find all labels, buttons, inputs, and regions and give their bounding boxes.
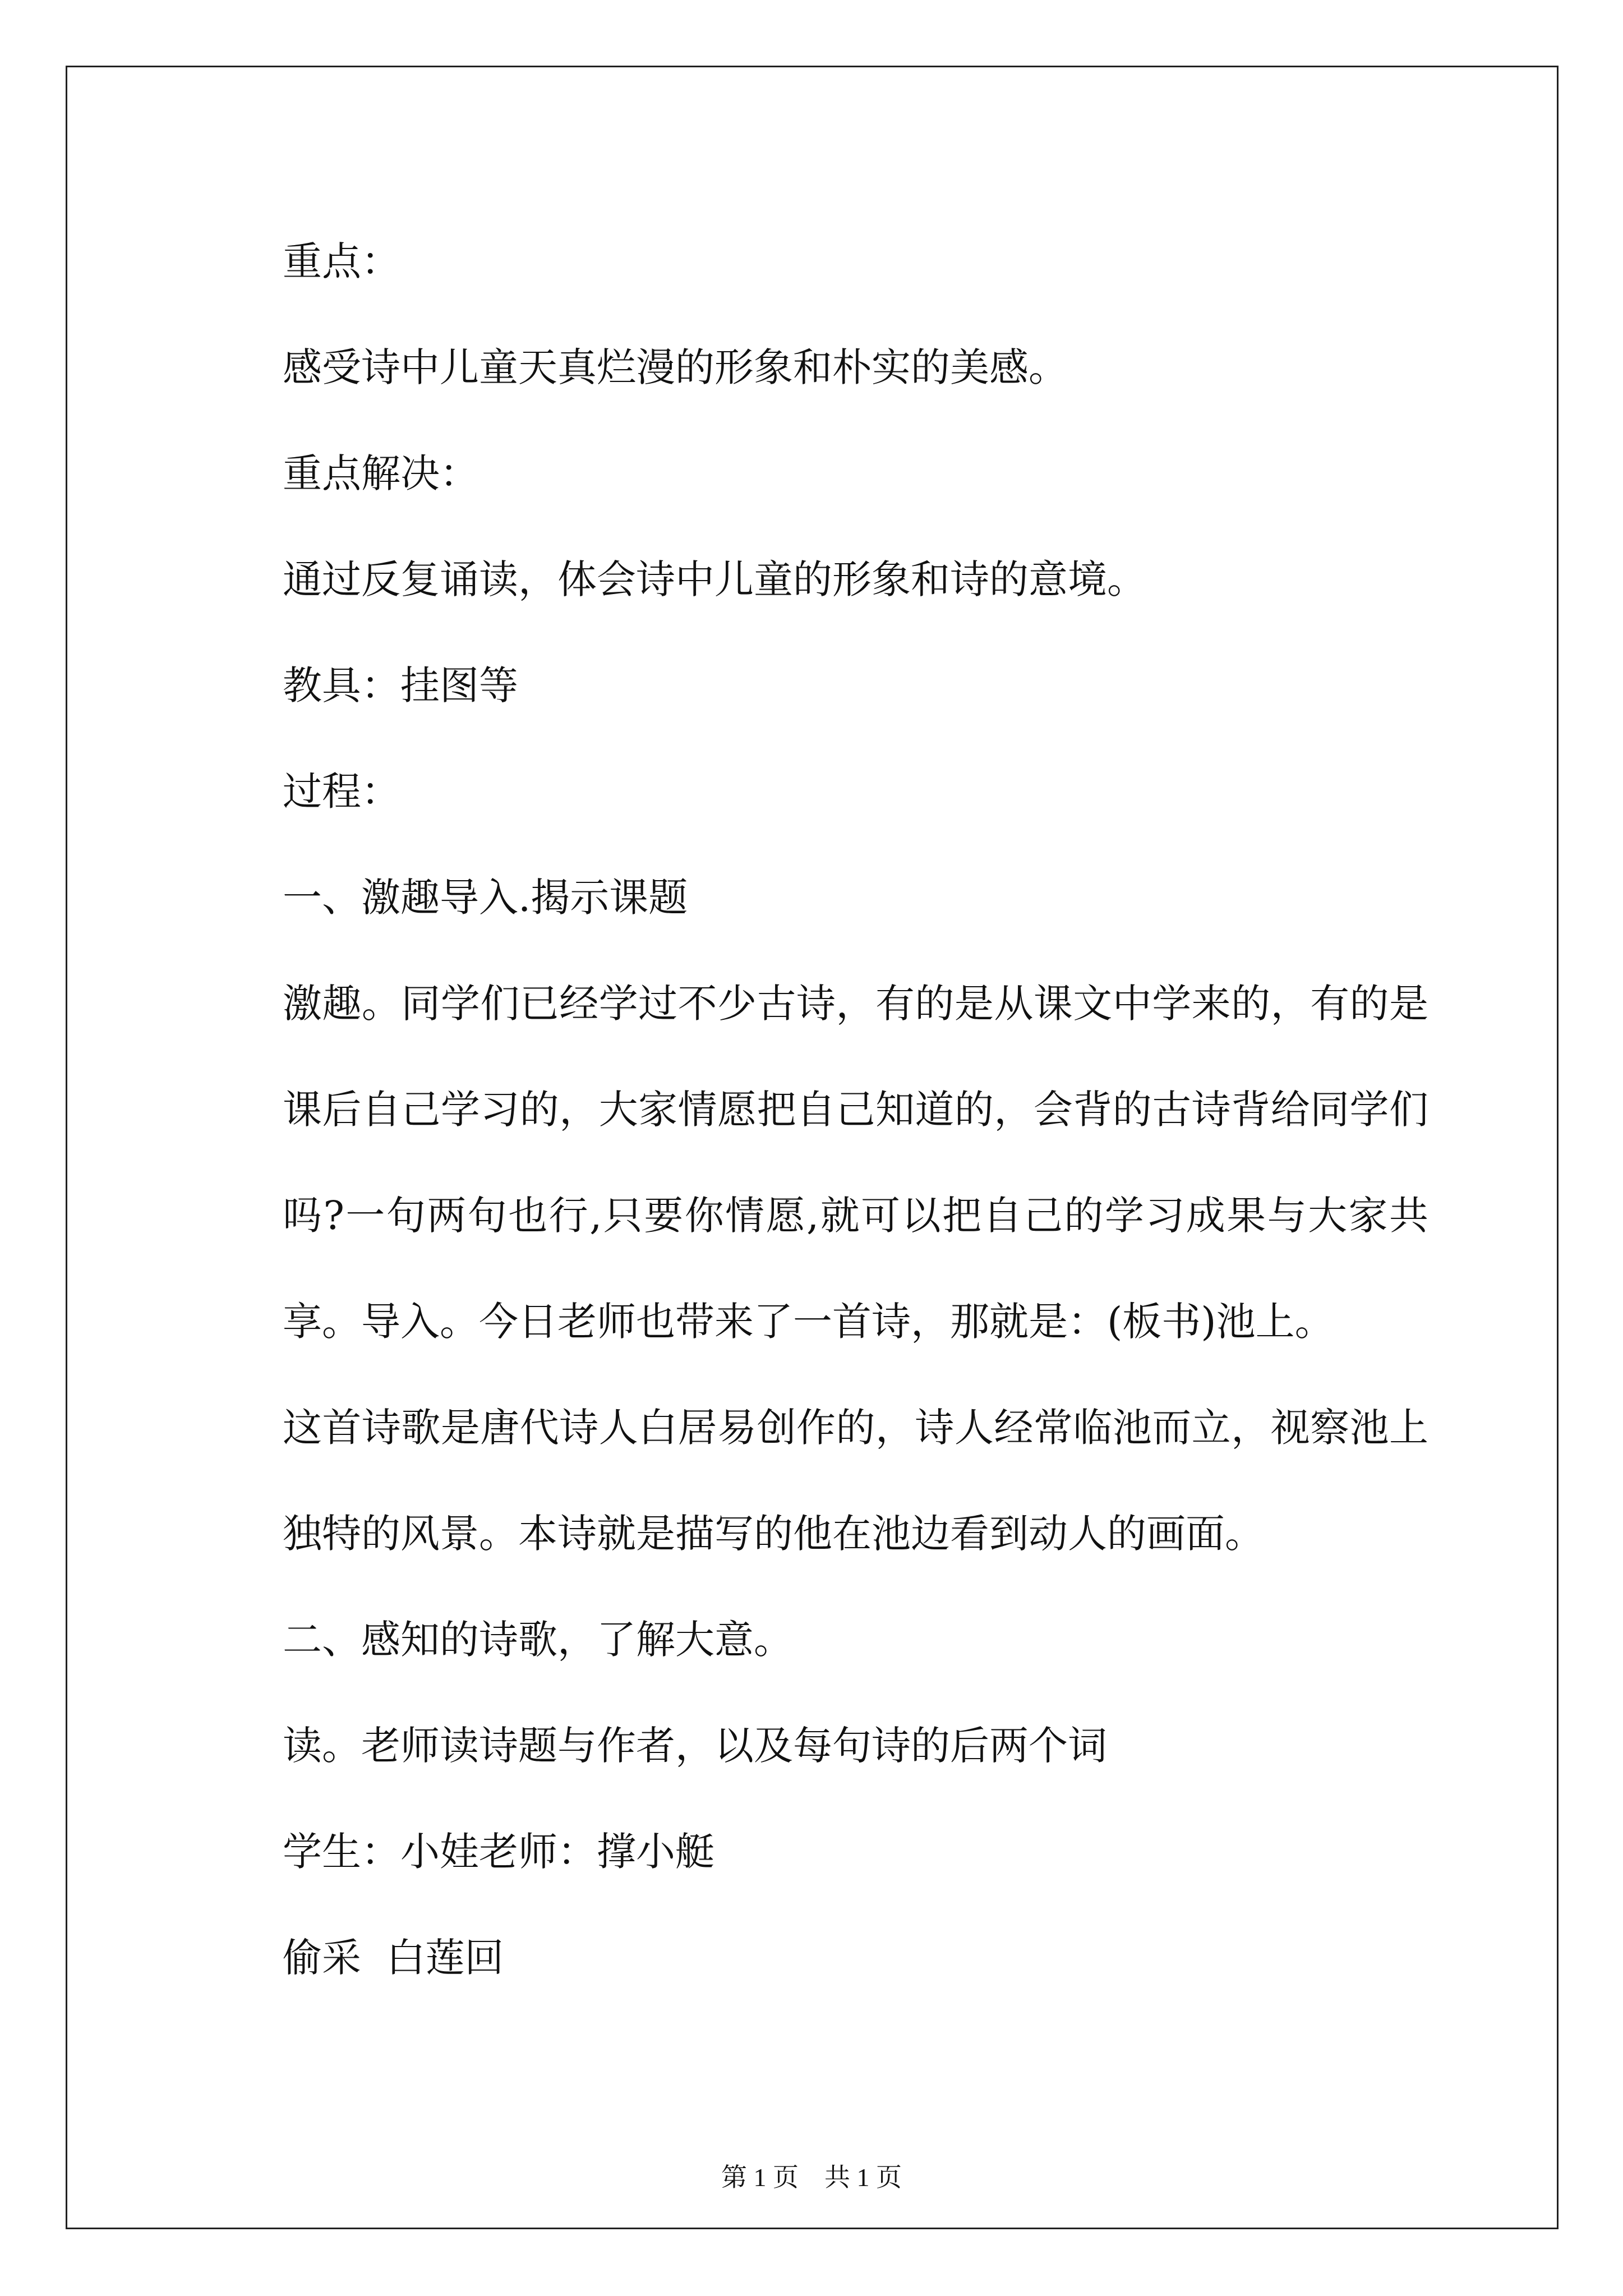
heading-section-two: 二、感知的诗歌，了解大意。	[283, 1617, 793, 1663]
paragraph-teaching-aids: 教具：挂图等	[283, 662, 518, 708]
document-body	[200, 209, 1428, 2011]
paragraph-key-solution-text: 通过反复诵读，体会诗中儿童的形象和诗的意境。	[283, 556, 1146, 602]
paragraph-poem-background: 这首诗歌是唐代诗人白居易创作的，诗人经常临池而立，视察池上独特的风景。本诗就是描写的他在池边看到动人的画面。	[283, 1405, 1428, 1557]
paragraph-introduction: 激趣。同学们已经学过不少古诗，有的是从课文中学来的，有的是课后自己学习的，大家情愿把自己知道的，会背的古诗背给同学们吗?一句两句也行,只要你情愿,就可以把自己的学习成果与大家共享。导入。今日老师也带来了一首诗，那就是：(板书)池上。	[283, 981, 1428, 1345]
paragraph-key-points-text: 感受诗中儿童天真烂漫的形象和朴实的美感。	[283, 344, 1068, 390]
paragraph-dialogue-line-1: 学生：小娃老师：撑小艇	[283, 1829, 714, 1875]
heading-key-solution: 重点解决：	[283, 450, 479, 496]
paragraph-reading-instruction: 读。老师读诗题与作者，以及每句诗的后两个词	[283, 1723, 1107, 1769]
heading-key-points: 重点：	[283, 238, 400, 284]
heading-process: 过程：	[283, 769, 400, 815]
heading-section-one: 一、激趣导入.揭示课题	[283, 875, 688, 921]
paragraph-dialogue-line-2: 偷采 白莲回	[283, 1935, 504, 1981]
page-number-footer: 第 1 页 共 1 页	[721, 2163, 902, 2192]
